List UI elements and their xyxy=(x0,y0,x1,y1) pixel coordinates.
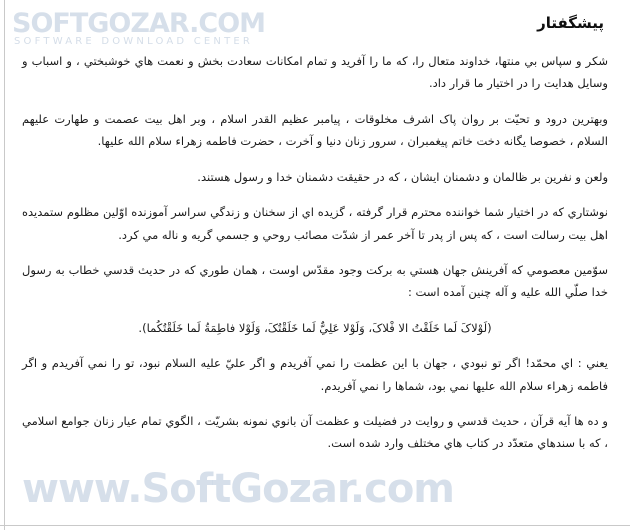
page-title: پیشگفتار xyxy=(537,14,604,32)
watermark-top: SOFTGOZAR.COM xyxy=(12,8,266,39)
page-border-left xyxy=(4,0,5,530)
watermark-bottom: www.SoftGozar.com xyxy=(22,466,454,512)
paragraph-7: يعني : اي محمّد! اگر تو نبودي ، جهان با اين عظمت را نمي آفريدم و اگر عليّ عليه السلام نبود، تو را نمي آفريدم و اگر فاطمه زهراء سلام الله عليها نمي بود، شماها را نمي آفريدم. xyxy=(22,356,608,393)
document-content xyxy=(22,10,608,468)
paragraph-2: وبهترين درود و تحيّت بر روان پاک اشرف مخلوقات ، پيامبر عظيم القدر اسلام ، وبر اهل بيت عصمت و طهارت عليهم السلام ، خصوصا يگانه دخت خاتم پيغمبران ، سرور زنان دنيا و آخرت ، حضرت فاطمه زهراء سلام الله عليها. xyxy=(22,111,608,149)
paragraph-1: شکر و سپاس بي منتها، خداوند متعال را، که ما را آفريد و تمام امکانات سعادت بخش و نعمت هاي خوشبختي ، و اسباب و وسايل هدايت را در اختيار ما قرار داد. xyxy=(22,54,608,91)
paragraph-8: و ده ها آيه قرآن ، حديث قدسي و روايت در فضيلت و عظمت آن بانوي نمونه بشريّت ، الگوي تمام عيار زنان جوامع اسلامي ، که با سندهاي متعدّد در کتاب هاي مختلف وارد شده است. xyxy=(22,414,608,451)
paragraph-3: ولعن و نفرين بر ظالمان و دشمنان ايشان ، که در حقيقت دشمنان خدا و رسول هستند. xyxy=(197,169,608,184)
watermark-top-subtitle: SOFTWARE DOWNLOAD CENTER xyxy=(14,36,254,47)
paragraph-hadith-arabic: (لَوْلاکَ لَما خَلَقْتُ الا فْلاکَ، وَلَوْلا عَلِيٌّ لَما خَلَقْتُکَ، وَلَوْلا فاطِمَةُ لَما خَلَقْتُکُما). xyxy=(138,320,492,335)
paragraph-5: سوّمين معصومي که آفرينش جهان هستي به برکت وجود مقدّس اوست ، همان طوري که در حديث قدسي خطاب به رسول خدا صلّي الله عليه و آله چنين آمده است : xyxy=(22,262,608,300)
page-border-bottom xyxy=(0,525,630,526)
paragraph-4: نوشتاري که در اختيار شما خواننده محترم قرار گرفته ، گزيده اي از سخنان و زندگي سراسر آموزنده اوّلين مظلوم ستمديده اهل بيت رسالت است ، که پس از پدر تا آخر عمر از شدّت مصائب روحي و جسمي گريه و ناله مي کرد. xyxy=(22,205,608,242)
